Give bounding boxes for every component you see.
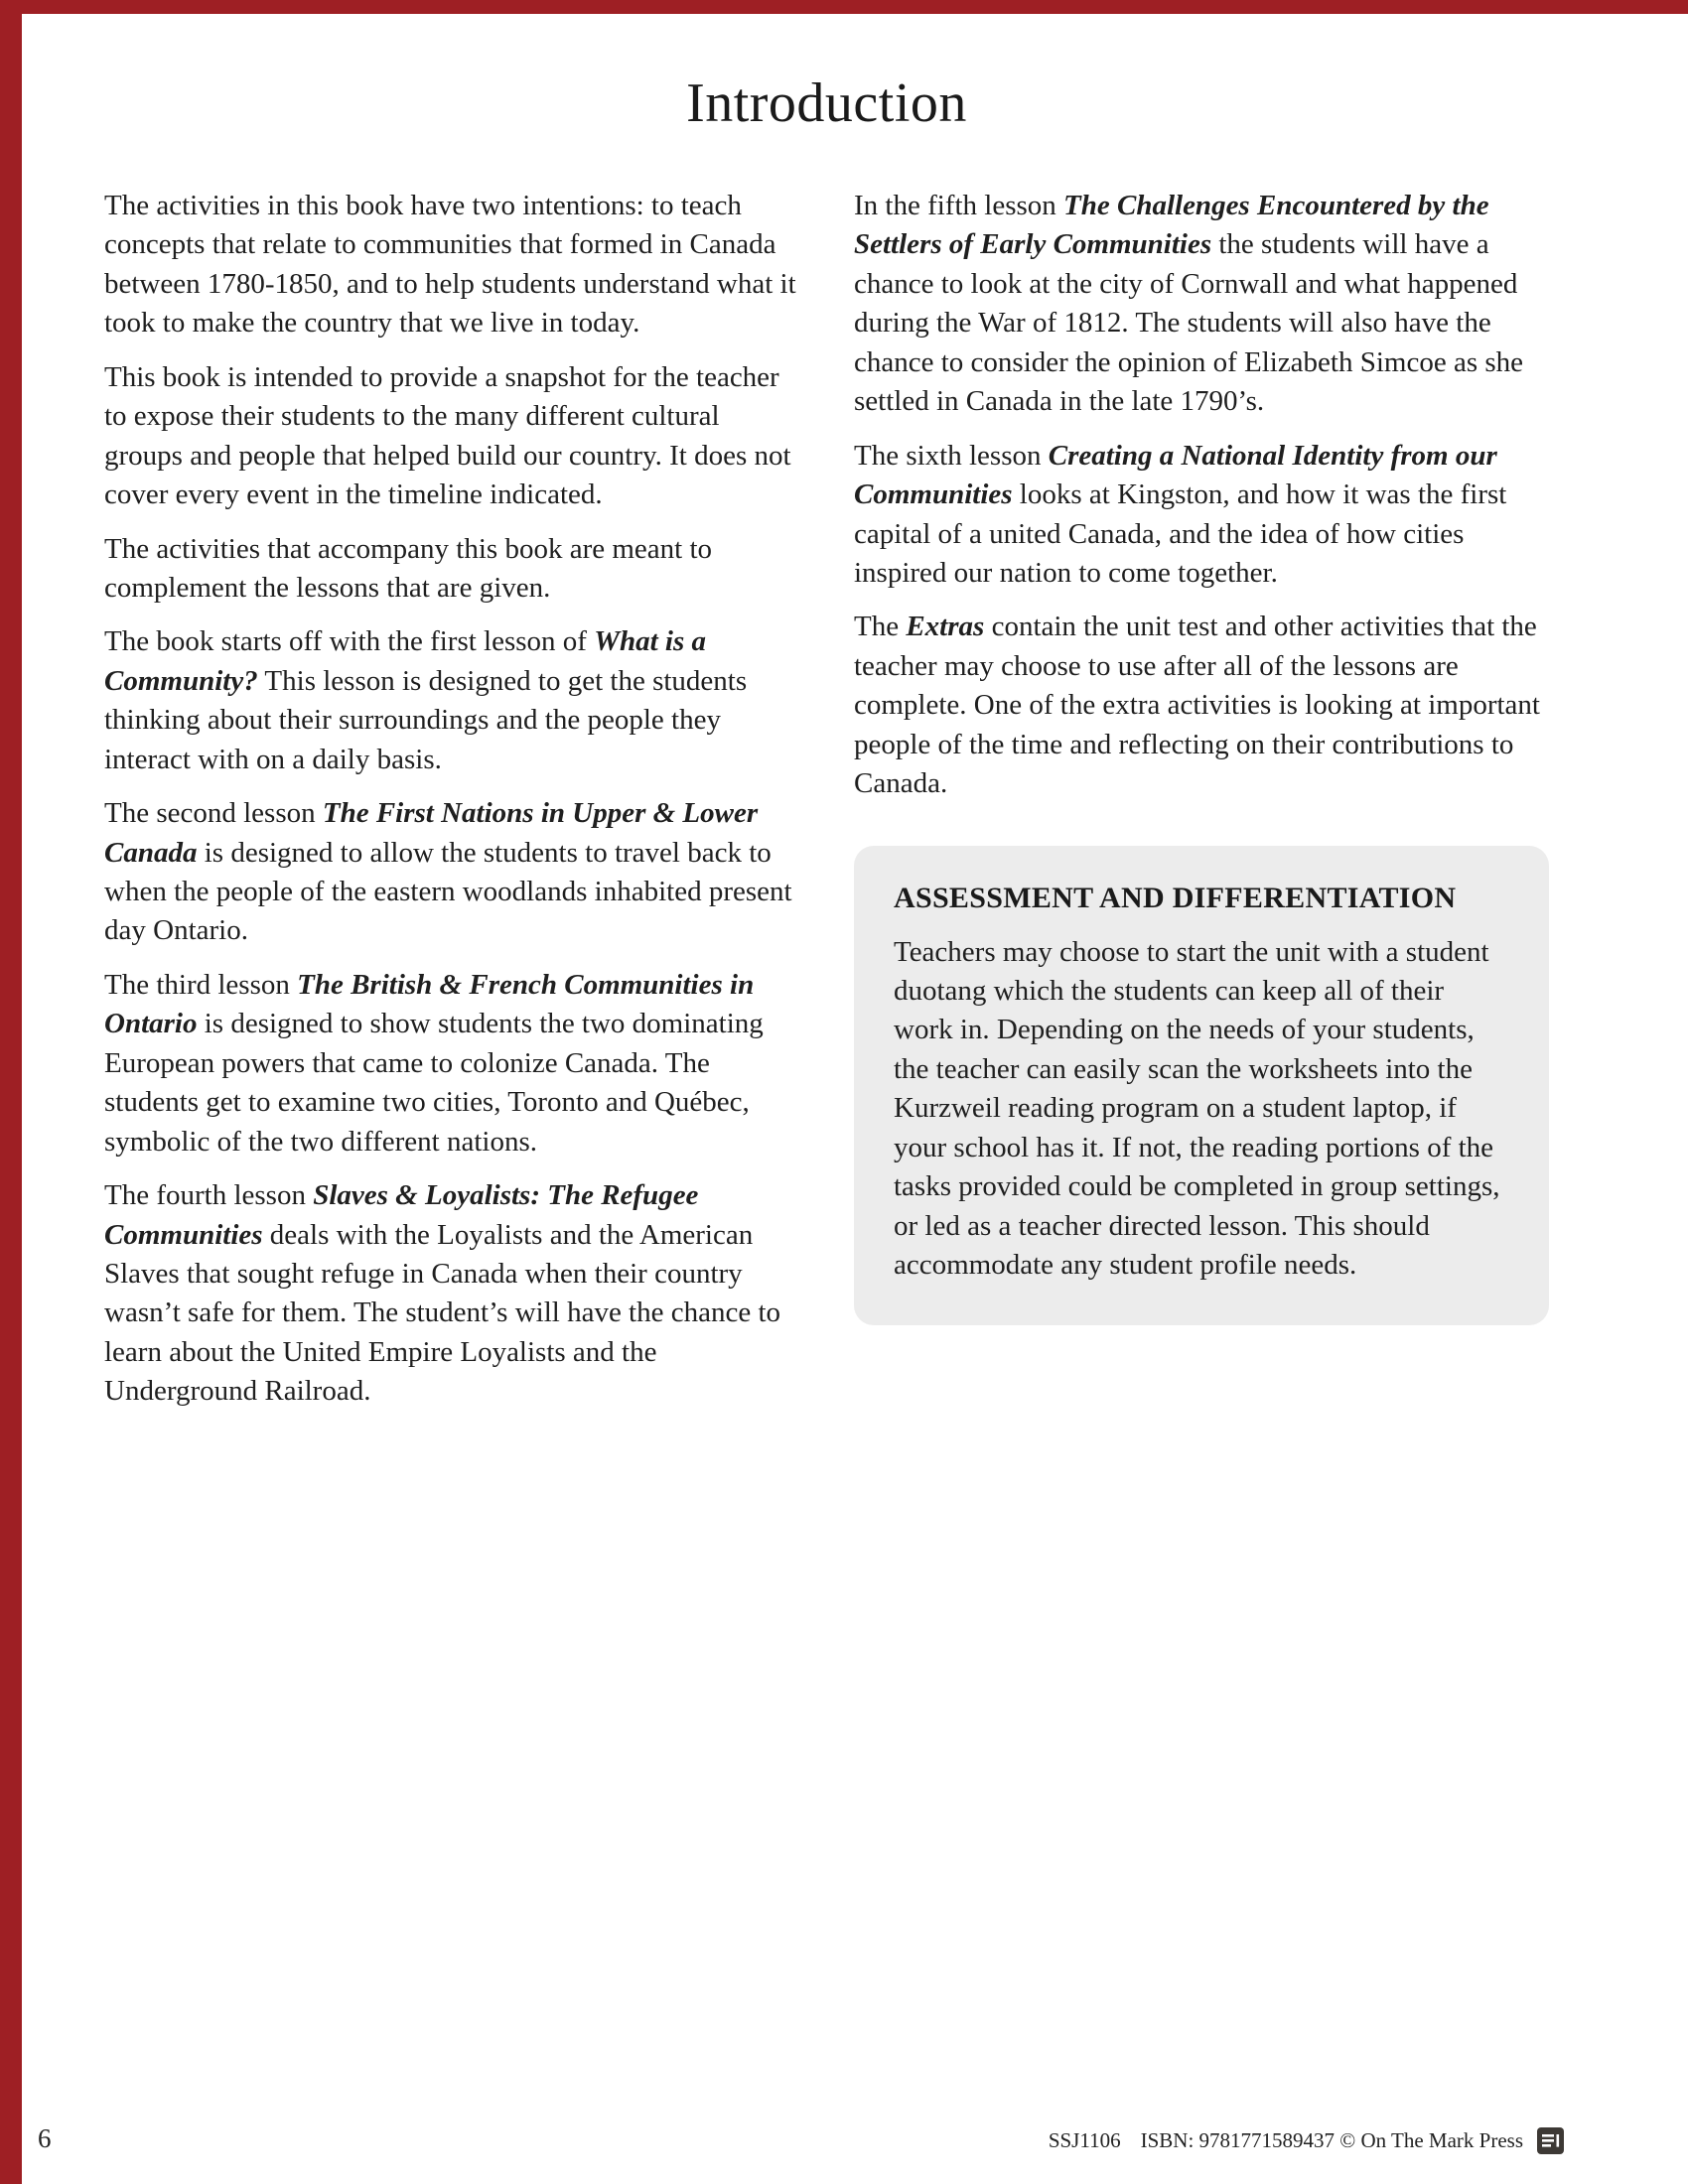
paragraph: The third lesson The British & French Communities in Ontario is designed to show students the two dominating European powers that came to colonize Canada. The students get to examine two cities, Toronto and Québec, symbolic of the two different nations.	[104, 968, 764, 1158]
paragraph: The book starts off with the first lesson of What is a Community? This lesson is designed to get the students thinking about their surroundings and the people they interact with on a daily basis.	[104, 625, 748, 775]
accent-bar-left	[0, 0, 22, 2184]
paragraph: The activities that accompany this book are meant to complement the lessons that are given.	[104, 532, 713, 604]
assessment-box-heading: ASSESSMENT AND DIFFERENTIATION	[894, 881, 1457, 914]
page-number: 6	[38, 2123, 52, 2153]
paragraph: This book is intended to provide a snapshot for the teacher to expose their students to the many different cultural groups and people that helped build our country. It does not cover every event in the timeline indicated.	[104, 360, 791, 511]
isbn-copyright: ISBN: 9781771589437 © On The Mark Press	[1140, 2128, 1523, 2152]
column-right-paragraphs	[854, 187, 1549, 804]
paragraph: The second lesson The First Nations in Upper & Lower Canada is designed to allow the students to travel back to when the people of the eastern woodlands inhabited present day Ontario.	[104, 797, 792, 947]
assessment-box	[854, 846, 1549, 1325]
column-left	[104, 187, 799, 1412]
assessment-box-body: Teachers may choose to start the unit with a student duotang which the students can keep all of their work in. Depending on the needs of your students, the teacher can easily scan the worksheets into the Kurzweil reading program on a student laptop, if your school has it. If not, the reading portions of the tasks provided could be completed in group settings, or led as a teacher directed lesson. This should accommodate any student profile needs.	[894, 935, 1500, 1282]
accent-bar-top	[0, 0, 1688, 14]
product-code: SSJ1106	[1048, 2128, 1121, 2152]
paragraph: The Extras contain the unit test and other activities that the teacher may choose to use after all of the lessons are complete. One of the extra activities is looking at important people of the time and reflecting on their contributions to Canada.	[854, 611, 1540, 800]
paragraph: The activities in this book have two intentions: to teach concepts that relate to communities that formed in Canada between 1780-1850, and to help students understand what it took to make the country that we live in today.	[104, 190, 796, 340]
column-right	[854, 187, 1549, 1325]
paragraph: In the fifth lesson The Challenges Encountered by the Settlers of Early Communities the students will have a chance to look at the city of Cornwall and what happened during the War of 1812. The students will also have the chance to consider the opinion of Elizabeth Simcoe as she settled in Canada in the late 1790’s.	[854, 190, 1524, 418]
footer-imprint	[1049, 2127, 1564, 2154]
paragraph: The sixth lesson Creating a National Identity from our Communities looks at Kingston, and how it was the first capital of a united Canada, and the idea of how cities inspired our nation to come together.	[854, 439, 1507, 589]
footer	[38, 2123, 1564, 2154]
page-title: Introduction	[686, 72, 967, 134]
content	[104, 71, 1549, 1412]
columns	[104, 187, 1549, 1412]
paragraph: The fourth lesson Slaves & Loyalists: The Refugee Communities deals with the Loyalists and the American Slaves that sought refuge in Canada when their country wasn’t safe for them. The student’s will have the chance to learn about the United Empire Loyalists and the Underground Railroad.	[104, 1179, 781, 1408]
publisher-logo-icon	[1537, 2127, 1564, 2154]
